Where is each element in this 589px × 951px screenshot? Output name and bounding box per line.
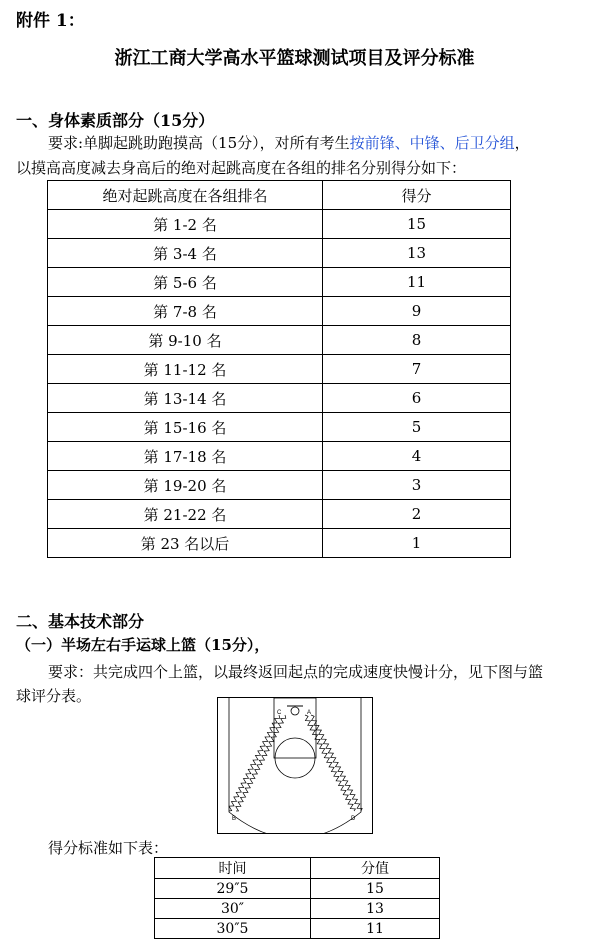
table-row xyxy=(48,384,511,413)
table-cell-score: 2 xyxy=(323,500,511,529)
table-row xyxy=(48,442,511,471)
document-title: 浙江工商大学高水平篮球测试项目及评分标准 xyxy=(114,48,475,69)
table-cell-label: 30″5 xyxy=(155,919,311,939)
table-row xyxy=(48,471,511,500)
table-header-cell: 分值 xyxy=(311,858,440,879)
table-header-row xyxy=(48,181,511,210)
section1-requirement-prefix: 要求:单脚起跳助跑摸高（15分），对所有考生 xyxy=(48,134,350,152)
table-row xyxy=(48,239,511,268)
table-row xyxy=(155,899,440,919)
table-cell-label: 第 7-8 名 xyxy=(48,297,323,326)
score-standard-intro: 得分标准如下表： xyxy=(48,839,169,857)
diagram-label-d: D xyxy=(351,816,356,822)
section1-requirement-line1 xyxy=(48,132,530,153)
diagram-label-c: C xyxy=(277,710,282,716)
table-row xyxy=(48,500,511,529)
table-cell-score: 6 xyxy=(323,384,511,413)
section1-requirement-suffix: ， xyxy=(514,134,530,152)
attachment-label: 附件 1： xyxy=(16,11,85,31)
table-cell-label: 29″5 xyxy=(155,879,311,899)
table-cell-score: 8 xyxy=(323,326,511,355)
section2-requirement-line1: 要求：共完成四个上篮，以最终返回起点的完成速度快慢计分，见下图与篮 xyxy=(48,663,544,681)
diagram-label-a: A xyxy=(307,710,312,716)
table-cell-score: 1 xyxy=(323,529,511,558)
table-row xyxy=(48,413,511,442)
table-cell-score: 15 xyxy=(311,879,440,899)
table-header-cell: 时间 xyxy=(155,858,311,879)
table-cell-label: 30″ xyxy=(155,899,311,919)
court-boundary xyxy=(218,698,373,834)
section2-heading: 二、基本技术部分 xyxy=(16,612,145,631)
table-cell-score: 7 xyxy=(323,355,511,384)
time-score-table-body xyxy=(155,858,440,939)
table-header-cell: 绝对起跳高度在各组排名 xyxy=(48,181,323,210)
table-cell-label: 第 3-4 名 xyxy=(48,239,323,268)
table-cell-label: 第 13-14 名 xyxy=(48,384,323,413)
table-row xyxy=(48,326,511,355)
table-row xyxy=(155,919,440,939)
table-cell-label: 第 5-6 名 xyxy=(48,268,323,297)
table-cell-score: 4 xyxy=(323,442,511,471)
table-cell-score: 13 xyxy=(323,239,511,268)
table-row xyxy=(155,879,440,899)
table-cell-label: 第 23 名以后 xyxy=(48,529,323,558)
table-cell-label: 第 15-16 名 xyxy=(48,413,323,442)
table-cell-label: 第 21-22 名 xyxy=(48,500,323,529)
table-cell-label: 第 1-2 名 xyxy=(48,210,323,239)
rank-score-table xyxy=(47,180,511,558)
table-cell-label: 第 9-10 名 xyxy=(48,326,323,355)
table-header-cell: 得分 xyxy=(323,181,511,210)
table-cell-score: 11 xyxy=(311,919,440,939)
section2-requirement-line2: 球评分表。 xyxy=(16,687,92,705)
section1-requirement-line2: 以摸高高度减去身高后的绝对起跳高度在各组的排名分别得分如下： xyxy=(16,159,467,177)
table-cell-score: 15 xyxy=(323,210,511,239)
table-row xyxy=(48,297,511,326)
section2-subheading: （一）半场左右手运球上篮（15分）， xyxy=(16,636,270,654)
table-cell-label: 第 11-12 名 xyxy=(48,355,323,384)
section1-heading: 一、身体素质部分（15分） xyxy=(16,111,215,130)
table-cell-score: 13 xyxy=(311,899,440,919)
table-header-row xyxy=(155,858,440,879)
table-cell-score: 3 xyxy=(323,471,511,500)
rank-score-table-body xyxy=(48,181,511,558)
table-row xyxy=(48,355,511,384)
table-cell-score: 9 xyxy=(323,297,511,326)
table-row xyxy=(48,529,511,558)
table-cell-score: 11 xyxy=(323,268,511,297)
section1-requirement-grouping: 按前锋、中锋、后卫分组 xyxy=(349,134,515,152)
diagram-label-b: B xyxy=(232,816,237,822)
time-score-table xyxy=(154,857,440,939)
table-cell-label: 第 19-20 名 xyxy=(48,471,323,500)
half-court-diagram xyxy=(217,697,373,834)
table-row xyxy=(48,268,511,297)
table-cell-label: 第 17-18 名 xyxy=(48,442,323,471)
table-row xyxy=(48,210,511,239)
table-cell-score: 5 xyxy=(323,413,511,442)
